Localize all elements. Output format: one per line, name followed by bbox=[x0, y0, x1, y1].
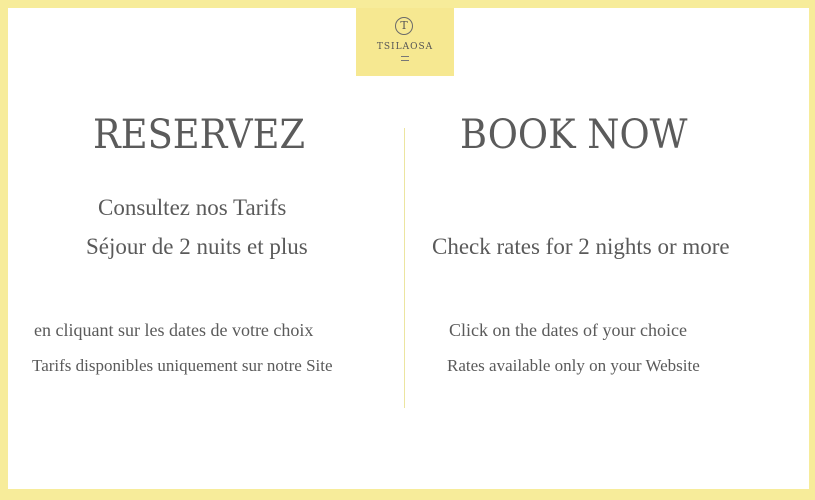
brand-name: TSILAOSA bbox=[376, 42, 434, 52]
french-click-instruction: en cliquant sur les dates de votre choix bbox=[34, 320, 314, 340]
logo-mark-icon bbox=[401, 56, 409, 61]
logo-emblem-icon: T bbox=[395, 17, 413, 35]
french-rates-title: Consultez nos Tarifs bbox=[98, 195, 287, 220]
french-headline: RESERVEZ bbox=[93, 112, 306, 158]
french-rates-note: Tarifs disponibles uniquement sur notre Site bbox=[32, 356, 333, 375]
column-divider bbox=[404, 128, 405, 408]
english-click-instruction: Click on the dates of your choice bbox=[449, 320, 687, 340]
brand-logo[interactable] bbox=[356, 8, 454, 76]
english-headline: BOOK NOW bbox=[460, 112, 688, 158]
french-stay-length: Séjour de 2 nuits et plus bbox=[86, 234, 308, 259]
english-rates-note: Rates available only on your Website bbox=[447, 356, 700, 375]
english-rates-title: Check rates for 2 nights or more bbox=[432, 234, 730, 259]
